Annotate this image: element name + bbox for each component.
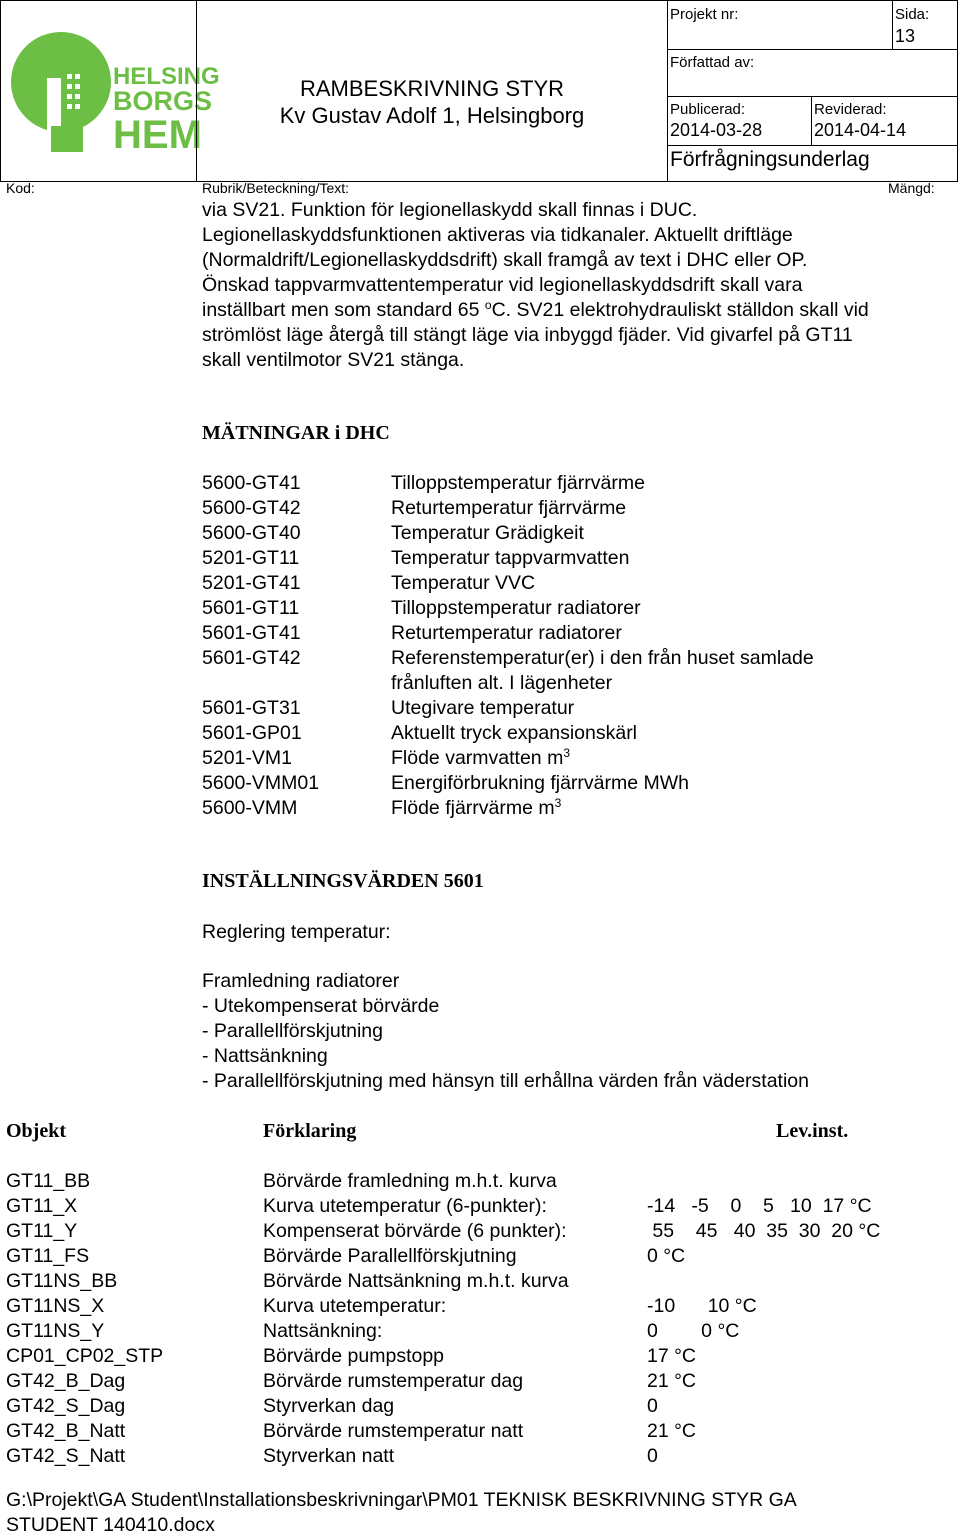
intro-line-4: Önskad tappvarmvattentemperatur vid legionellaskyddsdrift skall vara (202, 274, 803, 296)
col-objekt-header: Objekt (6, 1120, 66, 1142)
matning-desc-text: Energiförbrukning fjärrvärme MWh (391, 772, 690, 794)
intro-line-7: skall ventilmotor SV21 stänga. (202, 349, 465, 371)
matning-code: 5201-GT11 (202, 547, 300, 569)
matning-desc (391, 571, 535, 596)
degree-sup: o (484, 298, 492, 312)
col-lev-header: Lev.inst. (776, 1120, 849, 1142)
table-value-cell: 21 °C (647, 1370, 696, 1392)
table-objekt-cell: GT11_FS (6, 1245, 90, 1267)
matning-desc (391, 696, 574, 721)
intro-line-1: via SV21. Funktion för legionellaskydd skall finnas i DUC. (202, 199, 698, 221)
sida-label: Sida: (895, 6, 930, 23)
table-forklaring-cell: Börvärde rumstemperatur dag (263, 1370, 524, 1392)
list-item: Framledning radiatorer (202, 970, 400, 992)
matning-code: 5601-GP01 (202, 722, 302, 744)
table-objekt-cell: GT42_B_Dag (6, 1370, 126, 1392)
matning-desc (391, 521, 584, 546)
sida-value: 13 (895, 26, 916, 46)
matning-desc-text: frånluften alt. I lägenheter (391, 672, 613, 694)
matning-desc-text: Tilloppstemperatur radiatorer (391, 597, 641, 619)
footer-path-line-2: STUDENT 140410.docx (6, 1514, 215, 1536)
table-objekt-cell: GT42_S_Natt (6, 1445, 126, 1467)
matning-desc-text: Referenstemperatur(er) i den från huset samlade (391, 647, 814, 669)
intro-line-5b: C. SV21 elektrohydrauliskt ställdon skall vid (491, 299, 869, 321)
logo-cell (0, 0, 220, 182)
table-forklaring-cell: Börvärde framledning m.h.t. kurva (263, 1170, 557, 1192)
table-forklaring-cell: Börvärde Parallellförskjutning (263, 1245, 517, 1267)
installning-list (202, 969, 952, 1094)
matning-code: 5601-GT41 (202, 622, 301, 644)
matning-desc-text: Temperatur Grädigkeit (391, 522, 584, 544)
table-value-cell: 0 °C (647, 1245, 686, 1267)
unit-superscript: 3 (563, 746, 570, 760)
publicerad-label: Publicerad: (670, 101, 746, 118)
intro-line-6: strömlöst läge återgå till stängt läge via inbyggd fjäder. Vid givarfel på GT11 (202, 324, 853, 346)
table-value-cell: 0 0 °C (647, 1320, 740, 1342)
matning-desc (391, 596, 641, 621)
table-forklaring-cell: Börvärde pumpstopp (263, 1345, 445, 1367)
logo-text-2: BORGS (113, 86, 213, 116)
matning-code: 5600-GT41 (202, 472, 301, 494)
title-line-1: RAMBESKRIVNING STYR (299, 76, 565, 101)
matning-desc (391, 771, 689, 796)
table-value-cell: -10 10 °C (647, 1295, 757, 1317)
document-header (0, 0, 958, 182)
logo-text-1: HELSING (113, 63, 220, 90)
matning-code: 5600-GT40 (202, 522, 301, 544)
document-title (196, 75, 668, 129)
reviderad-value: 2014-04-14 (814, 120, 907, 140)
table-forklaring-cell: Kurva utetemperatur: (263, 1295, 447, 1317)
table-value-cell: 0 (647, 1445, 658, 1467)
mangd-label: Mängd: (888, 180, 935, 196)
matning-desc-text: Returtemperatur radiatorer (391, 622, 622, 644)
table-value-cell: 17 °C (647, 1345, 696, 1367)
intro-paragraph (202, 198, 952, 373)
list-item: - Parallellförskjutning (202, 1020, 383, 1042)
matning-desc-text: Aktuellt tryck expansionskärl (391, 722, 638, 744)
matning-code: 5600-GT42 (202, 497, 301, 519)
table-value-cell: -14 -5 0 5 10 17 °C (647, 1195, 872, 1217)
intro-line-2: Legionellaskyddsfunktionen aktiveras via tidkanaler. Aktuellt driftläge (202, 224, 793, 246)
table-objekt-cell: GT11NS_Y (6, 1320, 105, 1342)
matning-desc (391, 721, 637, 746)
table-forklaring-cell: Börvärde Nattsänkning m.h.t. kurva (263, 1270, 569, 1292)
matning-desc-text: Tilloppstemperatur fjärrvärme (391, 472, 645, 494)
matning-desc (391, 546, 629, 571)
matning-code: 5201-VM1 (202, 747, 292, 769)
list-item: - Utekompenserat börvärde (202, 995, 440, 1017)
table-objekt-cell: GT11_BB (6, 1170, 91, 1192)
list-item: - Nattsänkning (202, 1045, 328, 1067)
table-objekt-cell: GT11_X (6, 1195, 78, 1217)
status-text: Förfrågningsunderlag (670, 148, 870, 171)
matning-desc (391, 646, 814, 671)
intro-line-5a: inställbart men som standard 65 (202, 299, 485, 321)
table-forklaring-cell: Kompenserat börvärde (6 punkter): (263, 1220, 567, 1242)
matning-desc (391, 671, 612, 696)
table-forklaring-cell: Nattsänkning: (263, 1320, 383, 1342)
helsingborgshem-logo-icon (5, 26, 220, 176)
rubrik-label: Rubrik/Beteckning/Text: (202, 180, 350, 196)
table-forklaring-cell: Styrverkan dag (263, 1395, 395, 1417)
publicerad-value: 2014-03-28 (670, 120, 763, 140)
matning-desc (391, 746, 570, 771)
matning-desc-text: Flöde varmvatten m (391, 747, 564, 769)
table-objekt-cell: GT42_B_Natt (6, 1420, 126, 1442)
intro-line-5 (202, 298, 952, 323)
unit-superscript: 3 (554, 796, 562, 810)
kod-label: Kod: (6, 180, 35, 196)
matning-code: 5600-VMM (202, 797, 298, 819)
projekt-label: Projekt nr: (670, 6, 739, 23)
table-objekt-cell: GT11NS_X (6, 1295, 105, 1317)
matning-code: 5601-GT42 (202, 647, 301, 669)
table-forklaring-cell: Börvärde rumstemperatur natt (263, 1420, 524, 1442)
table-objekt-cell: GT11NS_BB (6, 1270, 118, 1292)
table-value-cell: 21 °C (647, 1420, 696, 1442)
logo-text-3: HEM (113, 113, 202, 157)
matning-code: 5601-GT11 (202, 597, 300, 619)
list-item: - Parallellförskjutning med hänsyn till erhållna värden från väderstation (202, 1070, 809, 1092)
intro-line-3: (Normaldrift/Legionellaskyddsdrift) skall framgå av text i DHC eller OP. (202, 249, 808, 271)
table-objekt-cell: GT42_S_Dag (6, 1395, 126, 1417)
matning-desc-text: Temperatur VVC (391, 572, 536, 594)
matning-code: 5601-GT31 (202, 697, 301, 719)
title-line-2: Kv Gustav Adolf 1, Helsingborg (279, 103, 585, 128)
matning-desc-text: Utegivare temperatur (391, 697, 575, 719)
matning-desc (391, 471, 645, 496)
matningar-heading: MÄTNINGAR i DHC (202, 422, 390, 444)
table-forklaring-cell: Styrverkan natt (263, 1445, 395, 1467)
matning-desc-text: Flöde fjärrvärme m (391, 797, 555, 819)
table-forklaring-cell: Kurva utetemperatur (6-punkter): (263, 1195, 547, 1217)
footer-path-line-1: G:\Projekt\GA Student\Installationsbeskrivningar\PM01 TEKNISK BESKRIVNING STYR GA (6, 1489, 797, 1511)
matning-desc-text: Temperatur tappvarmvatten (391, 547, 630, 569)
matning-desc (391, 621, 622, 646)
matning-desc (391, 796, 561, 821)
table-objekt-cell: GT11_Y (6, 1220, 78, 1242)
matning-code: 5201-GT41 (202, 572, 301, 594)
reviderad-label: Reviderad: (814, 101, 887, 118)
col-forklaring-header: Förklaring (263, 1120, 357, 1142)
forfattad-label: Författad av: (670, 54, 755, 71)
matning-code: 5600-VMM01 (202, 772, 320, 794)
table-value-cell: 55 45 40 35 30 20 °C (647, 1220, 881, 1242)
table-value-cell: 0 (647, 1395, 658, 1417)
installning-heading: INSTÄLLNINGSVÄRDEN 5601 (202, 870, 484, 892)
reglering-label: Reglering temperatur: (202, 921, 391, 943)
matning-desc-text: Returtemperatur fjärrvärme (391, 497, 627, 519)
table-objekt-cell: CP01_CP02_STP (6, 1345, 164, 1367)
matning-desc (391, 496, 626, 521)
